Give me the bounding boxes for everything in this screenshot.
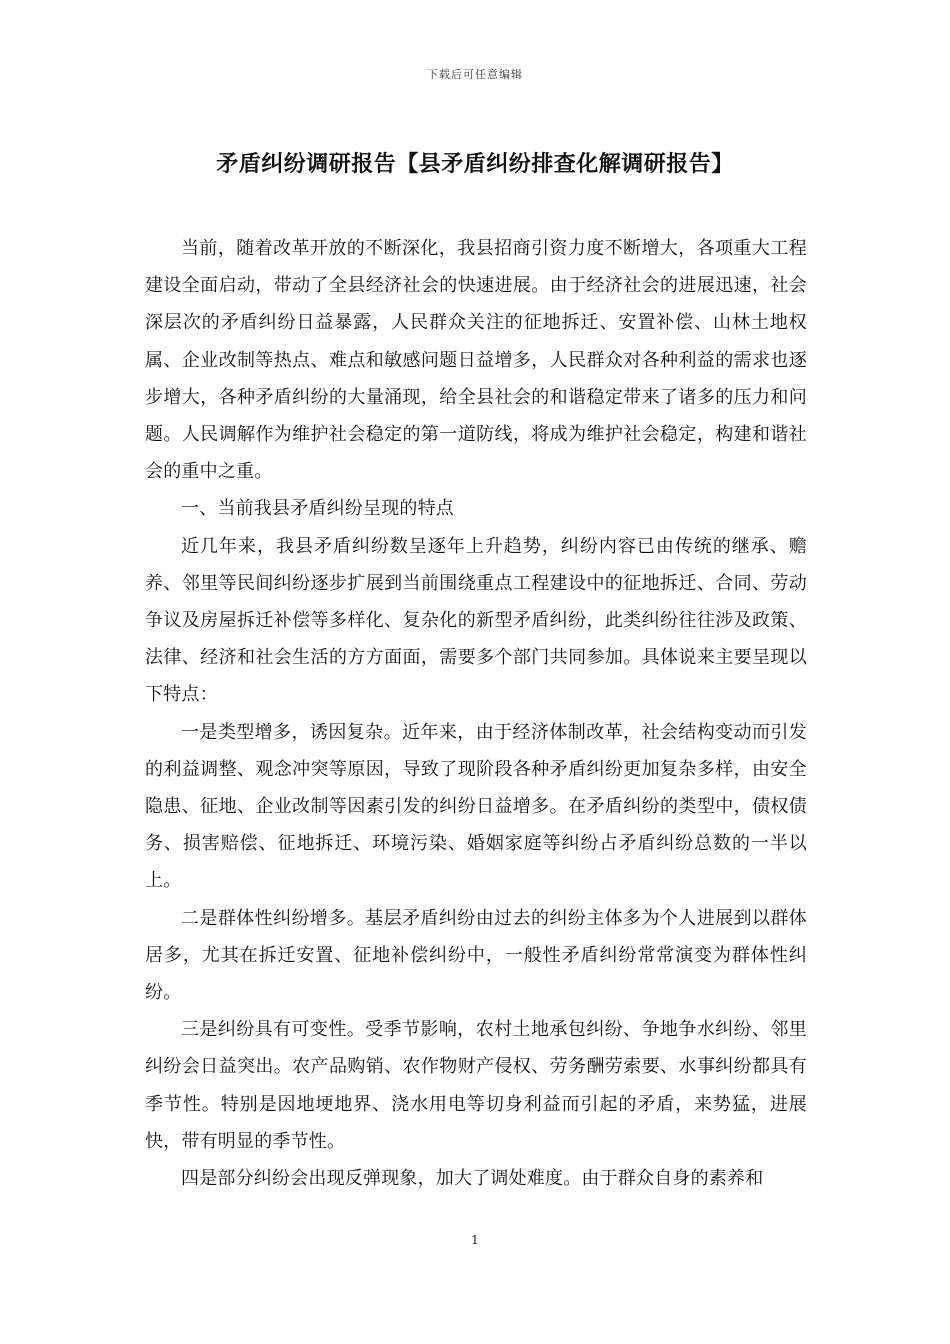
paragraph-point-3: 三是纠纷具有可变性。受季节影响，农村土地承包纠纷、争地争水纠纷、邻里纠纷会日益突出。农产品购销、农作物财产侵权、劳务酬劳索要、水事纠纷都具有季节性。特别是因地埂地界、浇水用电等切身利益而引起的矛盾，来势猛，进展快，带有明显的季节性。 (145, 1019, 807, 1152)
document-title: 矛盾纠纷调研报告【县矛盾纠纷排查化解调研报告】 (216, 151, 734, 177)
paragraph-point-4: 四是部分纠纷会出现反弹现象，加大了调处难度。由于群众自身的素养和 (181, 1168, 764, 1190)
document-body (145, 230, 807, 1197)
paragraph-intro: 当前，随着改革开放的不断深化，我县招商引资力度不断增大，各项重大工程建设全面启动，带动了全县经济社会的快速进展。由于经济社会的进展迅速，社会深层次的矛盾纠纷日益暴露，人民群众关注的征地拆迁、安置补偿、山林土地权属、企业改制等热点、难点和敏感问题日益增多，人民群众对各种利益的需求也逐步增大，各种矛盾纠纷的大量涌现，给全县社会的和谐稳定带来了诸多的压力和问题。人民调解作为维护社会稳定的第一道防线，将成为维护社会稳定，构建和谐社会的重中之重。 (145, 238, 807, 483)
section-heading-1: 一、当前我县矛盾纠纷呈现的特点 (181, 498, 454, 520)
paragraph-trend: 近几年来，我县矛盾纠纷数呈逐年上升趋势，纠纷内容已由传统的继承、赡养、邻里等民间纠纷逐步扩展到当前围绕重点工程建设中的征地拆迁、合同、劳动争议及房屋拆迁补偿等多样化、复杂化的新型矛盾纠纷，此类纠纷往往涉及政策、法律、经济和社会生活的方方面面，需要多个部门共同参加。具体说来主要呈现以下特点： (145, 535, 807, 706)
page-header-note: 下载后可任意编辑 (427, 68, 523, 81)
paragraph-point-1: 一是类型增多，诱因复杂。近年来，由于经济体制改革，社会结构变动而引发的利益调整、观念冲突等原因，导致了现阶段各种矛盾纠纷更加复杂多样，由安全隐患、征地、企业改制等因素引发的纠纷日益增多。在矛盾纠纷的类型中，债权债务、损害赔偿、征地拆迁、环境污染、婚姻家庭等纠纷占矛盾纠纷总数的一半以上。 (145, 721, 807, 892)
paragraph-point-2: 二是群体性纠纷增多。基层矛盾纠纷由过去的纠纷主体多为个人进展到以群体居多，尤其在拆迁安置、征地补偿纠纷中，一般性矛盾纠纷常常演变为群体性纠纷。 (145, 907, 807, 1004)
page-number: 1 (471, 1233, 479, 1247)
